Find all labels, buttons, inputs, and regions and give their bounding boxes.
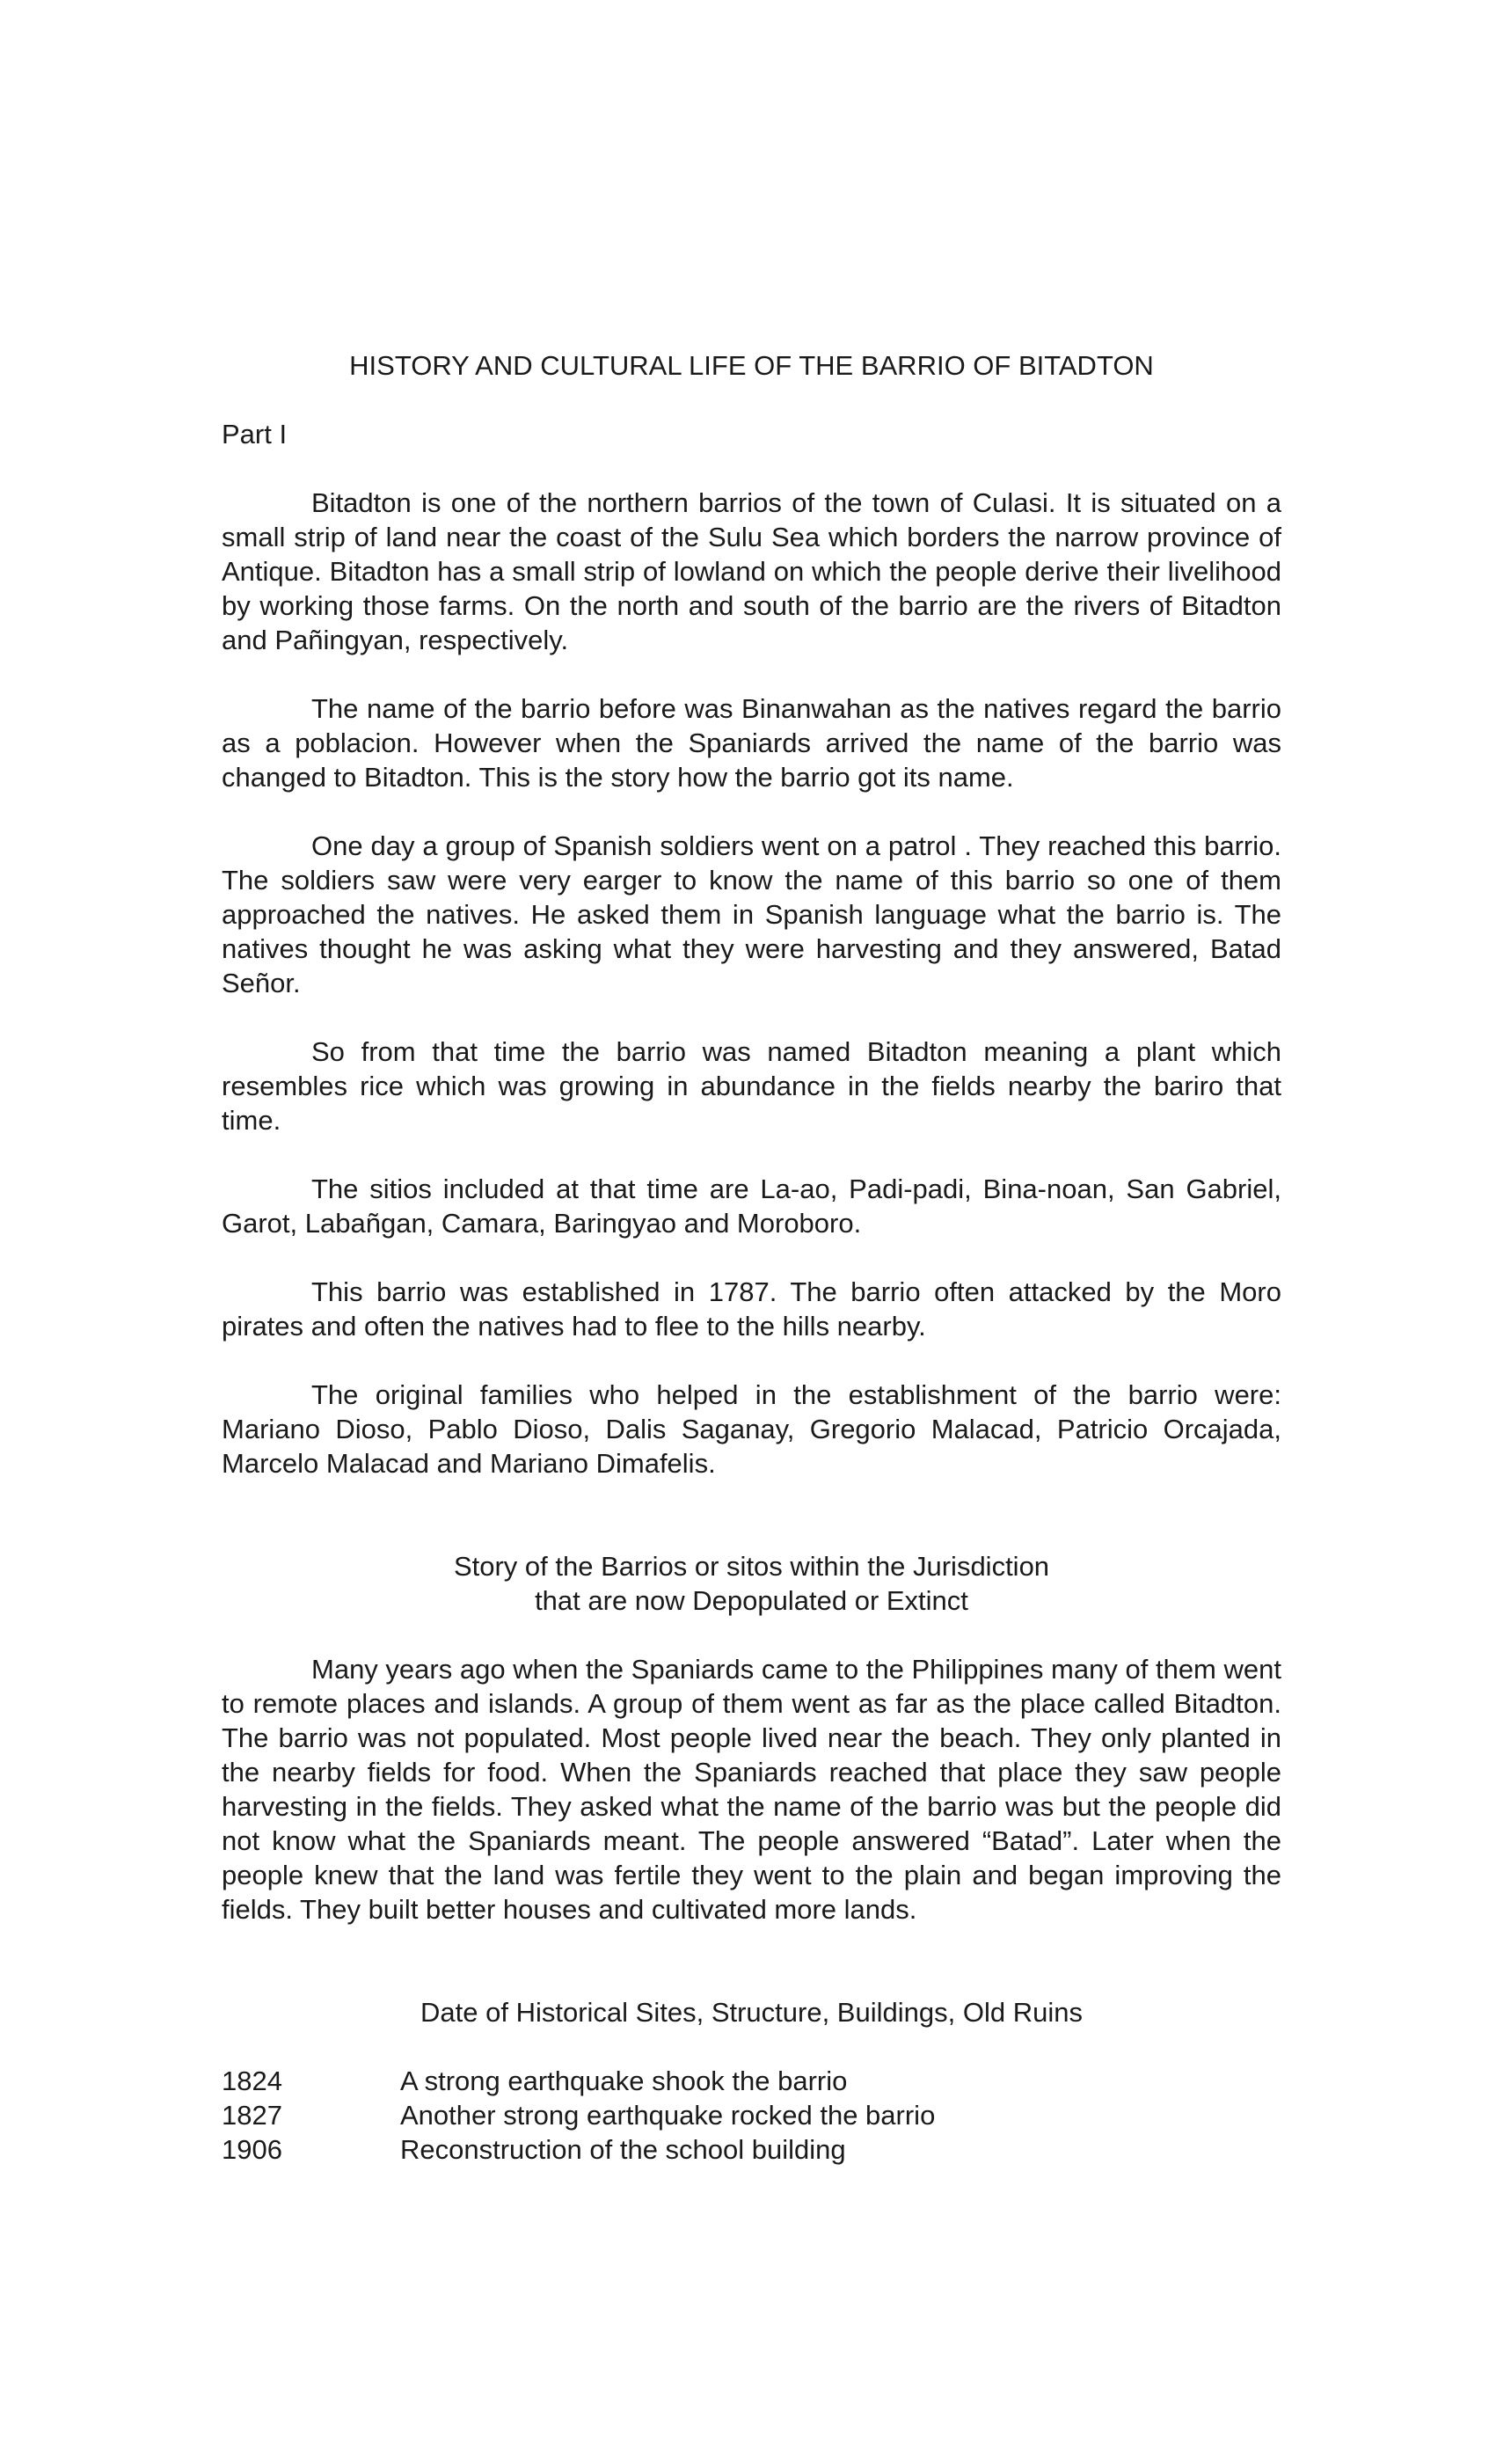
timeline-row [222,2132,1281,2167]
story-heading [222,1549,1281,1618]
paragraph-former-name: The name of the barrio before was Binanwahan as the natives regard the barrio as a poblacion. However when the Spaniards arrived the name of the barrio was changed to Bitadton. This is the story how the barrio got its name. [222,693,1281,793]
paragraph-original-families: The original families who helped in the establishment of the barrio were: Mariano Dioso, Pablo Dioso, Dalis Saganay, Gregorio Malacad, Patricio Orcajada, Marcelo Malacad and Mariano Dimafelis. [222,1379,1281,1479]
timeline-event: Reconstruction of the school building [400,2134,846,2165]
story-heading-line-1: Story of the Barrios or sitos within the Jurisdiction [453,1551,1050,1582]
paragraph-name-meaning: So from that time the barrio was named Bitadton meaning a plant which resembles rice which was growing in abundance in the fields nearby the bariro that time. [222,1036,1281,1136]
timeline-row [222,2098,1281,2132]
timeline-event: A strong earthquake shook the barrio [400,2066,848,2096]
timeline-year: 1824 [222,2066,282,2096]
timeline-list [222,2064,1281,2167]
paragraph-sitios: The sitios included at that time are La-ao, Padi-padi, Bina-noan, San Gabriel, Garot, Labañgan, Camara, Baringyao and Moroboro. [222,1174,1281,1239]
document-page [222,348,1281,2167]
timeline-year: 1906 [222,2134,282,2165]
paragraph-story: Many years ago when the Spaniards came to the Philippines many of them went to remote places and islands. A group of them went as far as the place called Bitadton. The barrio was not populated. Most people lived near the beach. They only planted in the nearby fields for food. When the Spaniards reached that place they saw people harvesting in the fields. They asked what the name of the barrio was but the people did not know what the Spaniards meant. The people answered “Batad”. Later when the people knew that the land was fertile they went to the plain and began improving the fields. They built better houses and cultivated more lands. [222,1654,1281,1925]
timeline-event: Another strong earthquake rocked the barrio [400,2100,936,2131]
paragraph-location: Bitadton is one of the northern barrios of the town of Culasi. It is situated on a small strip of land near the coast of the Sulu Sea which borders the narrow province of Antique. Bitadton has a small strip of lowland on which the people derive their livelihood by working those farms. On the north and south of the barrio are the rivers of Bitadton and Pañingyan, respectively. [222,487,1281,655]
document-title: HISTORY AND CULTURAL LIFE OF THE BARRIO OF BITADTON [349,350,1154,381]
paragraph-naming-story: One day a group of Spanish soldiers went on a patrol . They reached this barrio. The soldiers saw were very earger to know the name of this barrio so one of them approached the natives. He asked them in Spanish language what the barrio is. The natives thought he was asking what they were harvesting and they answered, Batad Señor. [222,830,1281,998]
timeline-year: 1827 [222,2100,282,2131]
timeline-row [222,2064,1281,2098]
story-heading-line-2: that are now Depopulated or Extinct [535,1585,968,1616]
paragraph-establishment: This barrio was established in 1787. The barrio often attacked by the Moro pirates and often the natives had to flee to the hills nearby. [222,1276,1281,1342]
part-label: Part I [222,419,288,450]
sites-heading: Date of Historical Sites, Structure, Buildings, Old Ruins [420,1997,1083,2028]
